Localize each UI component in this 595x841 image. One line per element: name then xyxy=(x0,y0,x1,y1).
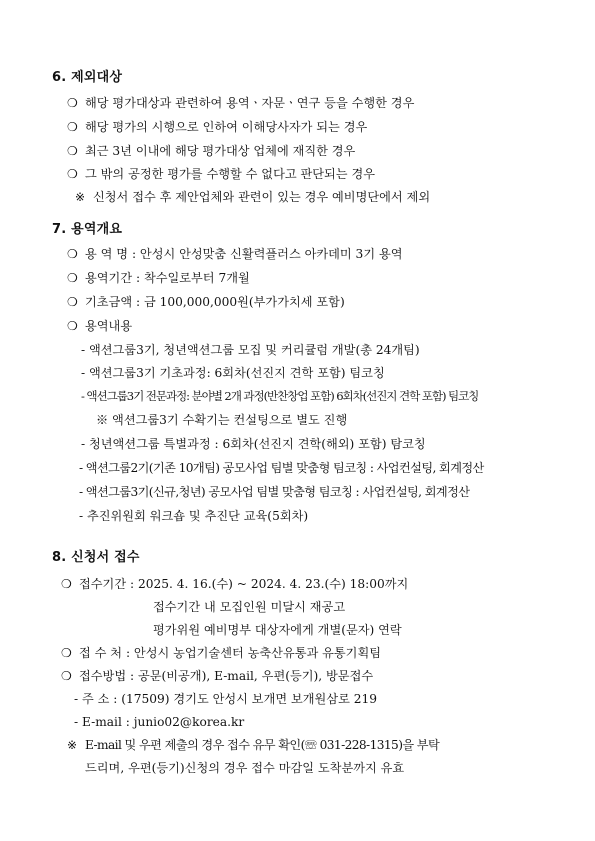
base-amount: ❍ 기초금액 : 금 100,000,000원(부가가치세 포함) xyxy=(67,295,345,309)
content-note: ※ 액션그룹3기 수확기는 컨설팅으로 별도 진행 xyxy=(96,413,348,427)
bullet-icon: ❍ xyxy=(67,319,78,333)
content-item-4: - 청년액션그룹 특별과정 : 6회차(선진지 견학(해외) 포함) 탐코칭 xyxy=(81,437,426,451)
section-7-title: 7. 용역개요 xyxy=(52,222,123,237)
content-item-5: - 액션그룹2기(기존 10개팀) 공모사업 팀별 맞춤형 팀코칭 : 사업컨설팅, 회계정산 xyxy=(79,461,484,475)
bullet-icon: ❍ xyxy=(67,167,78,181)
service-period: ❍ 용역기간 : 착수일로부터 7개월 xyxy=(67,271,250,285)
bullet-icon: ❍ xyxy=(61,577,72,591)
bullet-icon: ❍ xyxy=(67,96,78,110)
content-item-3: - 액션그룹3기 전문과정: 분야별 2개 과정(반찬창업 포함) 6회차(선진지 견학 포함) 팀코칭 xyxy=(81,389,479,403)
email: - E-mail : junio02@korea.kr xyxy=(74,715,245,729)
service-content-label: ❍ 용역내용 xyxy=(67,319,133,333)
content-item-7: - 추진위원회 워크숍 및 추진단 교육(5회차) xyxy=(79,509,309,523)
content-item-6: - 액션그룹3기(신규,청년) 공모사업 팀별 맞춤형 팀코칭 : 사업컨설팅, 회계정산 xyxy=(79,485,470,499)
note-mark-icon: ※ xyxy=(67,738,77,752)
exclusion-item-4: ❍ 그 밖의 공정한 평가를 수행할 수 없다고 판단되는 경우 xyxy=(67,167,376,181)
section-8-title: 8. 신청서 접수 xyxy=(52,550,140,565)
service-name: ❍ 용 역 명 : 안성시 안성맞춤 신활력플러스 아카데미 3기 용역 xyxy=(67,247,403,261)
application-method: ❍ 접수방법 : 공문(비공개), E-mail, 우편(등기), 방문접수 xyxy=(61,669,374,683)
bullet-icon: ❍ xyxy=(61,669,72,683)
note-mark-icon: ※ xyxy=(75,190,86,204)
bullet-icon: ❍ xyxy=(67,271,78,285)
bullet-icon: ❍ xyxy=(67,120,78,134)
submission-note-1: ※ E-mail 및 우편 제출의 경우 접수 유무 확인(☏ 031-228-1315)을 부탁 xyxy=(67,738,440,752)
period-sub-2: 평가위원 예비명부 대상자에게 개별(문자) 연락 xyxy=(153,623,402,637)
section-6-title: 6. 제외대상 xyxy=(52,70,123,85)
bullet-icon: ❍ xyxy=(67,144,78,158)
period-sub-1: 접수기간 내 모집인원 미달시 재공고 xyxy=(153,600,346,614)
exclusion-item-1: ❍ 해당 평가대상과 관련하여 용역ㆍ자문ㆍ연구 등을 수행한 경우 xyxy=(67,96,415,110)
application-period: ❍ 접수기간 : 2025. 4. 16.(수) ~ 2024. 4. 23.(수) 18:00까지 xyxy=(61,577,409,591)
exclusion-note: ※ 신청서 접수 후 제안업체와 관련이 있는 경우 예비명단에서 제외 xyxy=(75,190,431,204)
content-item-2: - 액션그룹3기 기초과정: 6회차(선진지 견학 포함) 팀코칭 xyxy=(81,366,385,380)
address: - 주 소 : (17509) 경기도 안성시 보개면 보개원삼로 219 xyxy=(74,692,378,706)
application-place: ❍ 접 수 처 : 안성시 농업기술센터 농축산유통과 유통기획팀 xyxy=(61,646,382,660)
bullet-icon: ❍ xyxy=(67,295,78,309)
bullet-icon: ❍ xyxy=(61,646,72,660)
content-item-1: - 액션그룹3기, 청년액션그룹 모집 및 커리큘럼 개발(총 24개팀) xyxy=(81,343,420,357)
exclusion-item-2: ❍ 해당 평가의 시행으로 인하여 이해당사자가 되는 경우 xyxy=(67,120,368,134)
bullet-icon: ❍ xyxy=(67,247,78,261)
submission-note-2: 드리며, 우편(등기)신청의 경우 접수 마감일 도착분까지 유효 xyxy=(85,761,405,775)
exclusion-item-3: ❍ 최근 3년 이내에 해당 평가대상 업체에 재직한 경우 xyxy=(67,144,356,158)
